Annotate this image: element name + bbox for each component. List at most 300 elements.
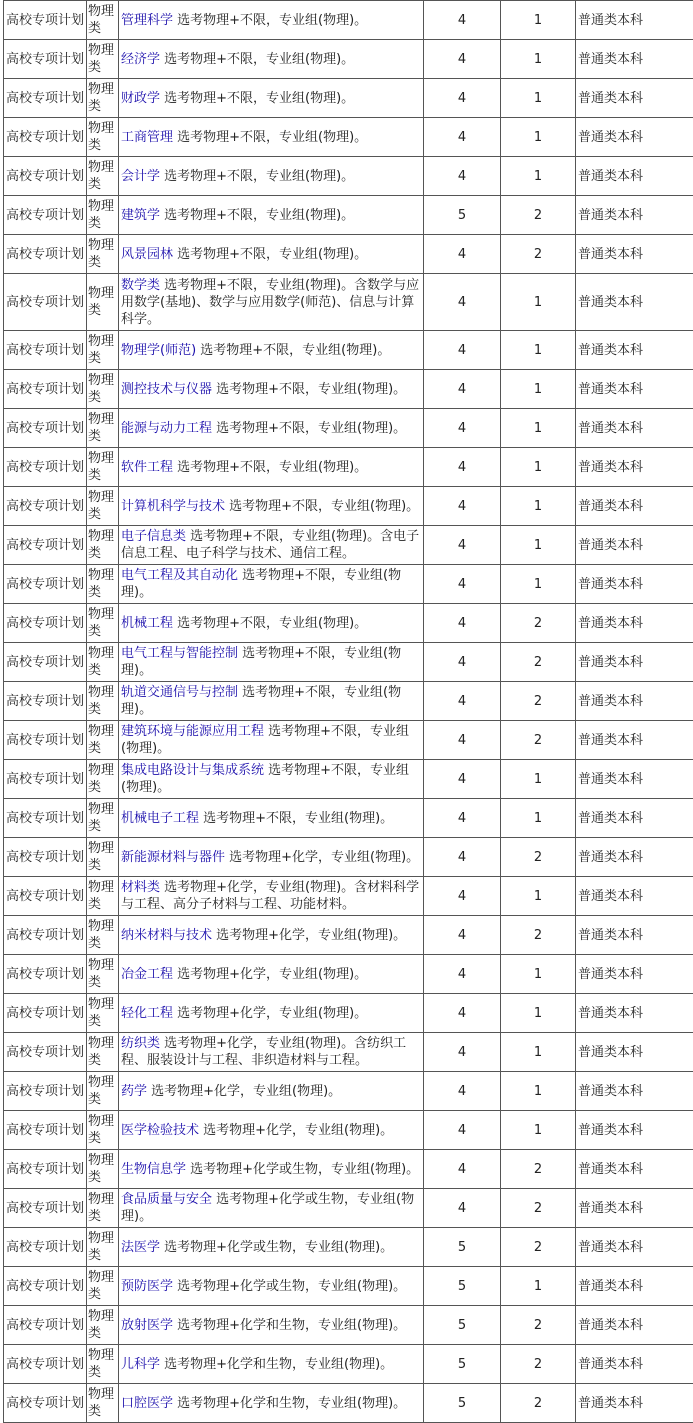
duration-years-cell: 4 (424, 799, 501, 838)
major-cell (119, 1072, 424, 1111)
plan-cell: 高校专项计划 (4, 1150, 87, 1189)
major-requirement-note: 选考物理+不限，专业组(物理)。 (212, 382, 406, 397)
table-row (4, 1306, 693, 1345)
major-requirement-note: 选考物理+化学或生物，专业组(物理)。 (121, 1192, 414, 1224)
subject-type-cell: 物理类 (87, 1189, 119, 1228)
major-requirement-note: 选考物理+不限，专业组(物理)。 (121, 646, 401, 678)
subject-type-cell: 物理类 (87, 331, 119, 370)
plan-cell: 高校专项计划 (4, 1033, 87, 1072)
enrollment-count-cell: 2 (501, 1384, 576, 1423)
subject-type-cell: 物理类 (87, 682, 119, 721)
table-row (4, 235, 693, 274)
duration-years-cell: 4 (424, 877, 501, 916)
admission-level-cell: 普通类本科 (576, 799, 693, 838)
major-cell (119, 118, 424, 157)
major-link[interactable]: 药学 (121, 1084, 147, 1099)
plan-cell: 高校专项计划 (4, 604, 87, 643)
enrollment-count-cell: 2 (501, 1189, 576, 1228)
major-cell (119, 760, 424, 799)
table-row (4, 682, 693, 721)
plan-cell: 高校专项计划 (4, 1189, 87, 1228)
major-cell (119, 604, 424, 643)
plan-cell: 高校专项计划 (4, 1306, 87, 1345)
table-row (4, 838, 693, 877)
admission-level-cell: 普通类本科 (576, 1345, 693, 1384)
enrollment-count-cell: 2 (501, 682, 576, 721)
duration-years-cell: 5 (424, 1306, 501, 1345)
enrollment-count-cell: 1 (501, 1072, 576, 1111)
table-row (4, 487, 693, 526)
plan-cell: 高校专项计划 (4, 721, 87, 760)
admission-level-cell: 普通类本科 (576, 721, 693, 760)
major-requirement-note: 选考物理+化学，专业组(物理)。 (147, 1084, 341, 1099)
table-row (4, 196, 693, 235)
subject-type-cell: 物理类 (87, 721, 119, 760)
major-requirement-note: 选考物理+化学，专业组(物理)。含纺织工程、服装设计与工程、非织造材料与工程。 (121, 1036, 406, 1068)
major-cell (119, 1384, 424, 1423)
enrollment-count-cell: 2 (501, 604, 576, 643)
major-link[interactable]: 冶金工程 (121, 967, 173, 982)
duration-years-cell: 4 (424, 118, 501, 157)
plan-cell: 高校专项计划 (4, 526, 87, 565)
subject-type-cell: 物理类 (87, 1072, 119, 1111)
table-row (4, 448, 693, 487)
duration-years-cell: 4 (424, 157, 501, 196)
major-link[interactable]: 轻化工程 (121, 1006, 173, 1021)
admission-level-cell: 普通类本科 (576, 994, 693, 1033)
duration-years-cell: 4 (424, 331, 501, 370)
duration-years-cell: 4 (424, 955, 501, 994)
table-row (4, 274, 693, 331)
enrollment-count-cell: 2 (501, 196, 576, 235)
subject-type-cell: 物理类 (87, 1267, 119, 1306)
major-link[interactable]: 物理学(师范) (121, 343, 196, 358)
major-link[interactable]: 能源与动力工程 (121, 421, 212, 436)
table-row (4, 916, 693, 955)
plan-cell: 高校专项计划 (4, 1384, 87, 1423)
major-cell (119, 79, 424, 118)
major-requirement-note: 选考物理+化学或生物，专业组(物理)。 (173, 1279, 406, 1294)
enrollment-count-cell: 2 (501, 1150, 576, 1189)
admission-level-cell: 普通类本科 (576, 1150, 693, 1189)
major-link[interactable]: 财政学 (121, 91, 160, 106)
enrollment-count-cell: 2 (501, 838, 576, 877)
subject-type-cell: 物理类 (87, 916, 119, 955)
major-link[interactable]: 会计学 (121, 169, 160, 184)
plan-cell: 高校专项计划 (4, 838, 87, 877)
subject-type-cell: 物理类 (87, 1033, 119, 1072)
table-row (4, 79, 693, 118)
major-cell (119, 235, 424, 274)
duration-years-cell: 4 (424, 1033, 501, 1072)
enrollment-count-cell: 1 (501, 448, 576, 487)
enrollment-count-cell: 1 (501, 1267, 576, 1306)
enrollment-count-cell: 1 (501, 1111, 576, 1150)
duration-years-cell: 4 (424, 370, 501, 409)
major-cell (119, 1306, 424, 1345)
major-cell (119, 331, 424, 370)
major-cell (119, 274, 424, 331)
major-link[interactable]: 建筑环境与能源应用工程 (121, 724, 264, 739)
major-link[interactable]: 管理科学 (121, 13, 173, 28)
plan-cell: 高校专项计划 (4, 196, 87, 235)
subject-type-cell: 物理类 (87, 1384, 119, 1423)
admission-level-cell: 普通类本科 (576, 409, 693, 448)
duration-years-cell: 4 (424, 1189, 501, 1228)
major-requirement-note: 选考物理+不限，专业组(物理)。 (160, 208, 354, 223)
plan-cell: 高校专项计划 (4, 1267, 87, 1306)
plan-cell: 高校专项计划 (4, 877, 87, 916)
enrollment-count-cell: 1 (501, 526, 576, 565)
major-link[interactable]: 纳米材料与技术 (121, 928, 212, 943)
major-cell (119, 1189, 424, 1228)
admission-level-cell: 普通类本科 (576, 331, 693, 370)
subject-type-cell: 物理类 (87, 370, 119, 409)
plan-cell: 高校专项计划 (4, 118, 87, 157)
subject-type-cell: 物理类 (87, 838, 119, 877)
major-requirement-note: 选考物理+不限，专业组(物理)。 (173, 13, 367, 28)
admission-level-cell: 普通类本科 (576, 1033, 693, 1072)
subject-type-cell: 物理类 (87, 760, 119, 799)
subject-type-cell: 物理类 (87, 643, 119, 682)
major-cell (119, 157, 424, 196)
major-link[interactable]: 电气工程及其自动化 (121, 568, 238, 583)
major-cell (119, 877, 424, 916)
duration-years-cell: 4 (424, 1111, 501, 1150)
subject-type-cell: 物理类 (87, 1306, 119, 1345)
table-row (4, 994, 693, 1033)
admission-level-cell: 普通类本科 (576, 118, 693, 157)
plan-cell: 高校专项计划 (4, 409, 87, 448)
major-cell (119, 1033, 424, 1072)
plan-cell: 高校专项计划 (4, 799, 87, 838)
major-link[interactable]: 数学类 (121, 278, 160, 293)
major-requirement-note: 选考物理+化学，专业组(物理)。 (173, 1006, 367, 1021)
plan-cell: 高校专项计划 (4, 448, 87, 487)
duration-years-cell: 4 (424, 1, 501, 40)
major-link[interactable]: 口腔医学 (121, 1396, 173, 1411)
major-link[interactable]: 测控技术与仪器 (121, 382, 212, 397)
subject-type-cell: 物理类 (87, 1345, 119, 1384)
admission-level-cell: 普通类本科 (576, 565, 693, 604)
subject-type-cell: 物理类 (87, 1111, 119, 1150)
duration-years-cell: 4 (424, 604, 501, 643)
table-row (4, 1033, 693, 1072)
duration-years-cell: 4 (424, 448, 501, 487)
subject-type-cell: 物理类 (87, 799, 119, 838)
table-row (4, 118, 693, 157)
subject-type-cell: 物理类 (87, 1150, 119, 1189)
plan-cell: 高校专项计划 (4, 79, 87, 118)
duration-years-cell: 5 (424, 1345, 501, 1384)
major-requirement-note: 选考物理+化学或生物，专业组(物理)。 (160, 1240, 393, 1255)
major-link[interactable]: 预防医学 (121, 1279, 173, 1294)
subject-type-cell: 物理类 (87, 274, 119, 331)
subject-type-cell: 物理类 (87, 877, 119, 916)
major-requirement-note: 选考物理+不限，专业组(物理)。 (121, 724, 409, 756)
major-requirement-note: 选考物理+不限，专业组(物理)。 (212, 421, 406, 436)
plan-cell: 高校专项计划 (4, 1228, 87, 1267)
major-link[interactable]: 建筑学 (121, 208, 160, 223)
table-row (4, 799, 693, 838)
table-row (4, 1150, 693, 1189)
major-link[interactable]: 电气工程与智能控制 (121, 646, 238, 661)
plan-cell: 高校专项计划 (4, 1072, 87, 1111)
major-requirement-note: 选考物理+化学，专业组(物理)。 (173, 967, 367, 982)
major-requirement-note: 选考物理+化学和生物，专业组(物理)。 (173, 1318, 406, 1333)
admission-level-cell: 普通类本科 (576, 1384, 693, 1423)
major-cell (119, 1228, 424, 1267)
major-link[interactable]: 机械工程 (121, 616, 173, 631)
duration-years-cell: 4 (424, 526, 501, 565)
enrollment-count-cell: 2 (501, 235, 576, 274)
plan-cell: 高校专项计划 (4, 565, 87, 604)
major-cell (119, 1267, 424, 1306)
plan-cell: 高校专项计划 (4, 643, 87, 682)
major-requirement-note: 选考物理+化学，专业组(物理)。 (199, 1123, 393, 1138)
table-row (4, 40, 693, 79)
table-row (4, 604, 693, 643)
major-link[interactable]: 儿科学 (121, 1357, 160, 1372)
major-cell (119, 1150, 424, 1189)
major-cell (119, 487, 424, 526)
table-row (4, 1, 693, 40)
major-cell (119, 643, 424, 682)
admission-level-cell: 普通类本科 (576, 40, 693, 79)
duration-years-cell: 4 (424, 682, 501, 721)
major-cell (119, 955, 424, 994)
plan-cell: 高校专项计划 (4, 235, 87, 274)
enrollment-count-cell: 2 (501, 1228, 576, 1267)
plan-cell: 高校专项计划 (4, 370, 87, 409)
table-row (4, 565, 693, 604)
subject-type-cell: 物理类 (87, 1, 119, 40)
duration-years-cell: 5 (424, 1267, 501, 1306)
table-row (4, 370, 693, 409)
major-cell (119, 40, 424, 79)
subject-type-cell: 物理类 (87, 955, 119, 994)
duration-years-cell: 4 (424, 409, 501, 448)
enrollment-count-cell: 2 (501, 916, 576, 955)
plan-cell: 高校专项计划 (4, 682, 87, 721)
duration-years-cell: 4 (424, 565, 501, 604)
table-row (4, 1189, 693, 1228)
duration-years-cell: 4 (424, 274, 501, 331)
enrollment-count-cell: 1 (501, 1033, 576, 1072)
major-cell (119, 682, 424, 721)
admission-level-cell: 普通类本科 (576, 838, 693, 877)
table-row (4, 1345, 693, 1384)
admission-level-cell: 普通类本科 (576, 1228, 693, 1267)
admission-level-cell: 普通类本科 (576, 448, 693, 487)
plan-cell: 高校专项计划 (4, 40, 87, 79)
table-row (4, 643, 693, 682)
major-requirement-note: 选考物理+不限，专业组(物理)。 (225, 499, 419, 514)
duration-years-cell: 5 (424, 1384, 501, 1423)
enrollment-count-cell: 1 (501, 157, 576, 196)
table-row (4, 331, 693, 370)
major-requirement-note: 选考物理+不限，专业组(物理)。 (160, 169, 354, 184)
major-requirement-note: 选考物理+化学，专业组(物理)。 (225, 850, 419, 865)
table-row (4, 1228, 693, 1267)
major-link[interactable]: 工商管理 (121, 130, 173, 145)
major-requirement-note: 选考物理+不限，专业组(物理)。 (160, 52, 354, 67)
enrollment-count-cell: 1 (501, 877, 576, 916)
major-cell (119, 370, 424, 409)
duration-years-cell: 4 (424, 838, 501, 877)
plan-cell: 高校专项计划 (4, 331, 87, 370)
admission-level-cell: 普通类本科 (576, 79, 693, 118)
major-cell (119, 916, 424, 955)
table-row (4, 526, 693, 565)
admission-level-cell: 普通类本科 (576, 604, 693, 643)
duration-years-cell: 4 (424, 1072, 501, 1111)
duration-years-cell: 5 (424, 1228, 501, 1267)
enrollment-count-cell: 1 (501, 409, 576, 448)
major-requirement-note: 选考物理+化学和生物，专业组(物理)。 (160, 1357, 393, 1372)
plan-cell: 高校专项计划 (4, 955, 87, 994)
enrollment-count-cell: 2 (501, 1345, 576, 1384)
major-link[interactable]: 机械电子工程 (121, 811, 199, 826)
enrollment-count-cell: 1 (501, 274, 576, 331)
subject-type-cell: 物理类 (87, 409, 119, 448)
table-row (4, 760, 693, 799)
admission-level-cell: 普通类本科 (576, 1111, 693, 1150)
table-body (4, 1, 693, 1423)
major-requirement-note: 选考物理+不限，专业组(物理)。 (196, 343, 390, 358)
subject-type-cell: 物理类 (87, 196, 119, 235)
admission-plan-table (3, 0, 693, 1423)
major-requirement-note: 选考物理+不限，专业组(物理)。 (199, 811, 393, 826)
subject-type-cell: 物理类 (87, 1228, 119, 1267)
duration-years-cell: 4 (424, 1150, 501, 1189)
major-requirement-note: 选考物理+不限，专业组(物理)。 (173, 130, 367, 145)
duration-years-cell: 4 (424, 643, 501, 682)
enrollment-count-cell: 1 (501, 79, 576, 118)
enrollment-count-cell: 2 (501, 721, 576, 760)
table-row (4, 1267, 693, 1306)
major-link[interactable]: 计算机科学与技术 (121, 499, 225, 514)
enrollment-count-cell: 1 (501, 487, 576, 526)
subject-type-cell: 物理类 (87, 118, 119, 157)
major-requirement-note: 选考物理+不限，专业组(物理)。含电子信息工程、电子科学与技术、通信工程。 (121, 529, 419, 561)
admission-level-cell: 普通类本科 (576, 235, 693, 274)
major-link[interactable]: 食品质量与安全 (121, 1192, 212, 1207)
admission-level-cell: 普通类本科 (576, 487, 693, 526)
major-requirement-note: 选考物理+不限，专业组(物理)。 (121, 685, 401, 717)
table-row (4, 157, 693, 196)
major-cell (119, 448, 424, 487)
major-link[interactable]: 生物信息学 (121, 1162, 186, 1177)
admission-level-cell: 普通类本科 (576, 526, 693, 565)
major-link[interactable]: 新能源材料与器件 (121, 850, 225, 865)
major-cell (119, 565, 424, 604)
major-requirement-note: 选考物理+化学或生物，专业组(物理)。 (186, 1162, 419, 1177)
admission-level-cell: 普通类本科 (576, 877, 693, 916)
major-cell (119, 799, 424, 838)
major-link[interactable]: 法医学 (121, 1240, 160, 1255)
enrollment-count-cell: 1 (501, 955, 576, 994)
major-requirement-note: 选考物理+不限，专业组(物理)。 (173, 460, 367, 475)
duration-years-cell: 5 (424, 196, 501, 235)
subject-type-cell: 物理类 (87, 40, 119, 79)
major-cell (119, 1, 424, 40)
admission-level-cell: 普通类本科 (576, 274, 693, 331)
table-row (4, 721, 693, 760)
major-cell (119, 196, 424, 235)
major-cell (119, 526, 424, 565)
major-cell (119, 1345, 424, 1384)
admission-level-cell: 普通类本科 (576, 196, 693, 235)
major-requirement-note: 选考物理+化学和生物，专业组(物理)。 (173, 1396, 406, 1411)
enrollment-count-cell: 1 (501, 370, 576, 409)
table-row (4, 1384, 693, 1423)
duration-years-cell: 4 (424, 487, 501, 526)
major-link[interactable]: 医学检验技术 (121, 1123, 199, 1138)
major-cell (119, 409, 424, 448)
major-link[interactable]: 集成电路设计与集成系统 (121, 763, 264, 778)
major-cell (119, 721, 424, 760)
major-link[interactable]: 纺织类 (121, 1036, 160, 1051)
plan-cell: 高校专项计划 (4, 1111, 87, 1150)
table-row (4, 955, 693, 994)
table-row (4, 1072, 693, 1111)
subject-type-cell: 物理类 (87, 526, 119, 565)
table-row (4, 1111, 693, 1150)
plan-cell: 高校专项计划 (4, 487, 87, 526)
major-requirement-note: 选考物理+化学，专业组(物理)。含材料科学与工程、高分子材料与工程、功能材料。 (121, 880, 419, 912)
admission-level-cell: 普通类本科 (576, 1306, 693, 1345)
admission-level-cell: 普通类本科 (576, 157, 693, 196)
plan-cell: 高校专项计划 (4, 994, 87, 1033)
major-link[interactable]: 风景园林 (121, 247, 173, 262)
plan-cell: 高校专项计划 (4, 274, 87, 331)
enrollment-count-cell: 2 (501, 1306, 576, 1345)
enrollment-count-cell: 1 (501, 331, 576, 370)
duration-years-cell: 4 (424, 916, 501, 955)
admission-level-cell: 普通类本科 (576, 1189, 693, 1228)
plan-cell: 高校专项计划 (4, 760, 87, 799)
admission-level-cell: 普通类本科 (576, 1267, 693, 1306)
plan-cell: 高校专项计划 (4, 1, 87, 40)
admission-level-cell: 普通类本科 (576, 1, 693, 40)
major-link[interactable]: 轨道交通信号与控制 (121, 685, 238, 700)
admission-level-cell: 普通类本科 (576, 1072, 693, 1111)
enrollment-count-cell: 1 (501, 760, 576, 799)
plan-cell: 高校专项计划 (4, 916, 87, 955)
major-requirement-note: 选考物理+化学，专业组(物理)。 (212, 928, 406, 943)
admission-level-cell: 普通类本科 (576, 370, 693, 409)
table-row (4, 877, 693, 916)
enrollment-count-cell: 1 (501, 1, 576, 40)
admission-level-cell: 普通类本科 (576, 643, 693, 682)
duration-years-cell: 4 (424, 40, 501, 79)
enrollment-count-cell: 2 (501, 643, 576, 682)
major-link[interactable]: 电子信息类 (121, 529, 186, 544)
major-link[interactable]: 材料类 (121, 880, 160, 895)
plan-cell: 高校专项计划 (4, 157, 87, 196)
subject-type-cell: 物理类 (87, 487, 119, 526)
duration-years-cell: 4 (424, 721, 501, 760)
major-requirement-note: 选考物理+不限，专业组(物理)。 (173, 247, 367, 262)
major-cell (119, 994, 424, 1033)
subject-type-cell: 物理类 (87, 448, 119, 487)
major-link[interactable]: 放射医学 (121, 1318, 173, 1333)
admission-level-cell: 普通类本科 (576, 760, 693, 799)
major-link[interactable]: 软件工程 (121, 460, 173, 475)
major-link[interactable]: 经济学 (121, 52, 160, 67)
subject-type-cell: 物理类 (87, 79, 119, 118)
